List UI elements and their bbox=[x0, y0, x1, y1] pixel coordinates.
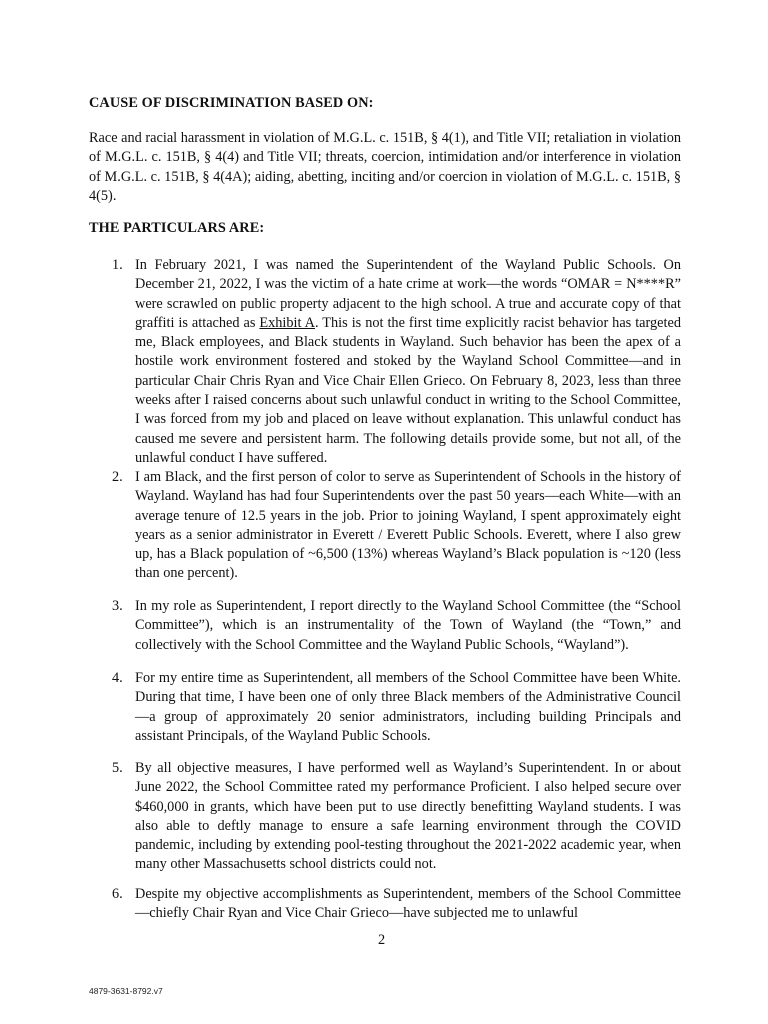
list-item-1 bbox=[112, 256, 681, 468]
list-item-2 bbox=[112, 468, 681, 584]
item-text: In my role as Superintendent, I report directly to the Wayland School Committee (the “School Committee”), which is an instrumentality of the Town of Wayland (the “Town,” and collectively with the School Committee and the Wayland Public Schools, “Wayland”). bbox=[135, 598, 681, 653]
item-number: 4. bbox=[112, 670, 123, 686]
list-item-3 bbox=[112, 597, 681, 655]
list-item-5 bbox=[112, 759, 681, 875]
item-text: By all objective measures, I have performed well as Wayland’s Superintendent. In or about June 2022, the School Committee rated my performance Proficient. I also helped secure over $460,000 in grants, which have been put to use directly benefitting Wayland students. I was also able to deftly manage to ensure a safe learning environment through the COVID pandemic, including by extending pool-testing throughout the 2021-2022 academic year, when many other Massachusetts school districts could not. bbox=[135, 760, 681, 873]
list-item-4 bbox=[112, 669, 681, 746]
item-text: I am Black, and the first person of color to serve as Superintendent of Schools in the history of Wayland. Wayland has had four Superintendents over the past 50 years—each White—with an average tenure of 12.5 years in the job. Prior to joining Wayland, I spent approximately eight years as a senior administrator in Everett / Everett Public Schools. Everett, where I also grew up, has a Black population of ~6,500 (13%) whereas Wayland’s Black population is ~120 (less than one percent). bbox=[135, 469, 681, 582]
cause-paragraph: Race and racial harassment in violation of M.G.L. c. 151B, § 4(1), and Title VII; retaliation in violation of M.G.L. c. 151B, § 4(4) and Title VII; threats, coercion, intimidation and/or interference in violation of M.G.L. c. 151B, § 4(4A); aiding, abetting, inciting and/or coercion in violation of M.G.L. c. 151B, § 4(5). bbox=[89, 130, 681, 204]
item-text-part: In February 2021, I was named the Superintendent of the Wayland Public Schools. On December 21, 2022, I was the victim of a hate crime at work—the words “OMAR = N****R” were scrawled on public property adjacent to the high school. A true and accurate copy of that graffiti is attached as bbox=[135, 257, 681, 331]
page-number: 2 bbox=[378, 932, 386, 948]
item-text: For my entire time as Superintendent, all members of the School Committee have been White. During that time, I have been one of only three Black members of the Administrative Council—a group of approximately 20 senior administrators, including building Principals and assistant Principals, of the Wayland Public Schools. bbox=[135, 670, 681, 744]
item-text bbox=[135, 256, 681, 468]
item-text-part: . This is not the first time explicitly racist behavior has targeted me, Black employees, and Black students in Wayland. Such behavior has been the apex of a hostile work environment fostered and stoked by the Wayland School Committee—and in particular Chair Chris Ryan and Vice Chair Ellen Grieco. On February 8, 2023, less than three weeks after I raised concerns about such unlawful conduct in writing to the School Committee, I was forced from my job and placed on leave without explanation. This unlawful conduct has caused me severe and persistent harm. The following details provide some, but not all, of the unlawful conduct I have suffered. bbox=[135, 314, 681, 466]
item-number: 1. bbox=[112, 257, 123, 273]
item-number: 2. bbox=[112, 469, 123, 485]
item-text: Despite my objective accomplishments as Superintendent, members of the School Committee—chiefly Chair Ryan and Vice Chair Grieco—have subjected me to unlawful bbox=[135, 886, 681, 922]
item-number: 3. bbox=[112, 598, 123, 614]
cause-heading: CAUSE OF DISCRIMINATION BASED ON: bbox=[89, 95, 374, 111]
list-item-6 bbox=[112, 885, 681, 924]
particulars-heading: THE PARTICULARS ARE: bbox=[89, 220, 265, 236]
item-number: 5. bbox=[112, 760, 123, 776]
item-number: 6. bbox=[112, 886, 123, 902]
exhibit-a-reference: Exhibit A bbox=[259, 314, 316, 331]
document-id: 4879-3631-8792.v7 bbox=[89, 986, 163, 996]
